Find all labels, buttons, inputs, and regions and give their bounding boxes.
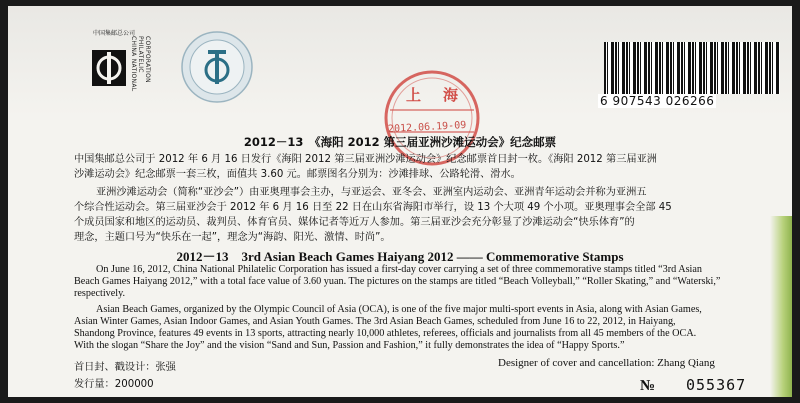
round-seal-logo [178, 28, 256, 106]
serial-prefix: № [640, 378, 656, 394]
cnpc-logo [74, 28, 154, 106]
chinese-paragraph-line: 亚洲沙滩运动会（简称“亚沙会”）由亚奥理事会主办，与亚运会、亚冬会、亚洲室内运动会、亚洲青年运动会并称为亚洲五 [96, 187, 647, 198]
barcode-bars [604, 42, 780, 94]
english-paragraph-line: Asian Beach Games, organized by the Olympic Council of Asia (OCA), is one of the five major multi-sport events in Asia, along with Asian Games, [96, 304, 702, 315]
postmark-date: 2012.06.19-09 [387, 119, 467, 136]
barcode [598, 42, 784, 108]
chinese-paragraph-line: 中国集邮总公司于 2012 年 6 月 16 日发行《海阳 2012 第三届亚洲沙滩运动会》纪念邮票首日封一枚。《海阳 2012 第三届亚洲 [74, 154, 657, 165]
envelope-back [8, 6, 792, 397]
green-edge-decoration [770, 216, 792, 397]
cnpc-logo-text-3: CORPORATION [144, 36, 151, 83]
designer-chinese: 首日封、戳设计：张强 [74, 362, 176, 373]
english-paragraph-line: On June 16, 2012, China National Philatelic Corporation has issued a first-day cover carrying a set of three commemorative stamps titled “3rd Asian [96, 264, 703, 275]
circulation-chinese: 发行量：200000 [74, 379, 154, 390]
chinese-paragraph-line: 个成员国家和地区的运动员、裁判员、体育官员、媒体记者等近万人参加。第三届亚沙会充分彰显了沙滩运动会“快乐体育”的 [74, 217, 635, 228]
chinese-title: 2012－13 《海阳 2012 第三届亚洲沙滩运动会》纪念邮票 [243, 135, 557, 149]
postmark-city: 上海 [406, 86, 481, 104]
serial-number: 055367 [686, 376, 747, 394]
barcode-number: 6 907543 026266 [600, 94, 715, 108]
english-paragraph-line: With the slogan “Share the Joy” and the vision “Sand and Sun, Passion and Fashion,” it fully demonstrates the idea of “Happy Sports.” [74, 340, 625, 351]
chinese-paragraph-line: 个综合性运动会。第三届亚沙会于 2012 年 6 月 16 日至 22 日在山东省海阳市举行，设 13 个大项 49 个小项。亚奥理事会全部 45 [74, 202, 672, 213]
english-title: 2012－13 3rd Asian Beach Games Haiyang 2012 —— Commemorative Stamps [176, 249, 624, 264]
english-paragraph-line: respectively. [74, 288, 126, 299]
english-paragraph-line: Shandong Province, features 49 events in 13 sports, attracting nearly 10,000 athletes, referees, officials and journalists from all 45 members of the OCA. [74, 328, 697, 339]
cnpc-logo-text-2: PHILATELIC [137, 36, 144, 73]
chinese-paragraph-line: 理念，主题口号为“快乐在一起”，理念为“海韵、阳光、激情、时尚”。 [74, 232, 391, 243]
english-paragraph-line: Beach Games Haiyang 2012,” with a total face value of 3.60 yuan. The pictures on the stamps are titled “Beach Volleyball,” “Roller Skating,” and “Waterski,” [74, 276, 721, 287]
english-paragraph-line: Asian Winter Games, Asian Indoor Games, and Asian Youth Games. The 3rd Asian Beach Games, scheduled from June 16 to 22, 2012, in Haiyang, [74, 316, 676, 327]
cnpc-logo-chinese-name: 中国集邮总公司 [92, 30, 135, 37]
cnpc-logo-mark [86, 46, 132, 92]
designer-english: Designer of cover and cancellation: Zhang Qiang [498, 357, 715, 369]
cnpc-logo-text-1: CHINA NATIONAL [130, 36, 137, 92]
chinese-paragraph-line: 沙滩运动会》纪念邮票一套三枚，面值共 3.60 元。邮票图名分别为：沙滩排球、公路轮滑、滑水。 [74, 169, 521, 180]
